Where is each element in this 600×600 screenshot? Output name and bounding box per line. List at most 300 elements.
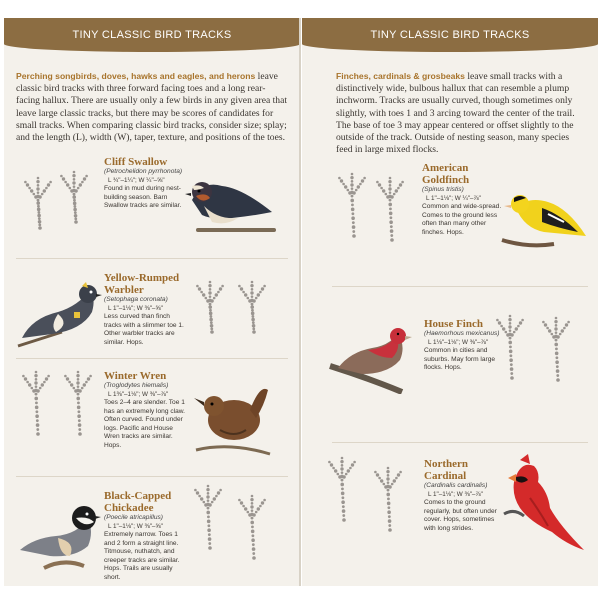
- track-dot: [250, 498, 253, 501]
- track-dot: [73, 199, 76, 202]
- track-dot: [251, 309, 254, 312]
- track-dot: [251, 509, 254, 512]
- left-intro-body: leave classic bird tracks with three forward facing toes and a long rear-facing hallux. There are usually only a few birds in any given area that leave large classic tracks, but there may be scores of candidates for small tracks. When comparing classic bird tracks, consider size; splay; and the length (L), width (W), taper, texture, and positions of the toes.: [16, 71, 288, 144]
- track-dot: [73, 202, 77, 206]
- track-dot: [210, 321, 213, 324]
- track-dot: [251, 303, 254, 306]
- track-dot: [257, 507, 260, 510]
- track-dot: [401, 181, 404, 184]
- track-dot: [251, 538, 255, 542]
- track-dot: [389, 220, 393, 224]
- track-dot: [388, 180, 391, 183]
- track-dot: [208, 305, 212, 309]
- track-dot: [251, 530, 255, 534]
- track-dot: [38, 217, 41, 220]
- track-dot: [251, 534, 254, 537]
- track-dot: [74, 214, 78, 218]
- track-dot: [207, 528, 211, 532]
- chickadee-illustration: [14, 488, 104, 572]
- winter-wren-tracks: [18, 364, 104, 474]
- track-dot: [43, 189, 46, 192]
- track-dot: [561, 329, 564, 332]
- right-banner: TINY CLASSIC BIRD TRACKS: [302, 18, 598, 52]
- track-dot: [209, 281, 212, 284]
- track-dot: [252, 543, 255, 546]
- track-dot: [70, 383, 73, 386]
- track-dot: [26, 381, 29, 384]
- track-dot: [36, 180, 39, 183]
- track-dot: [37, 205, 40, 208]
- track-dot: [210, 330, 214, 334]
- track-dot: [386, 470, 389, 473]
- species-scientific-name: (Haemorhous mexicanus): [424, 330, 500, 337]
- track-dot: [385, 193, 388, 196]
- track-dot: [509, 345, 512, 348]
- track-dot: [505, 331, 508, 334]
- track-dot: [259, 505, 262, 508]
- track-dot: [555, 324, 558, 327]
- track-dot: [513, 331, 516, 334]
- track-dot: [355, 189, 358, 192]
- track-dot: [330, 463, 333, 466]
- track-dot: [41, 383, 44, 386]
- track-dot: [30, 189, 33, 192]
- track-dot: [240, 287, 243, 290]
- track-dot: [37, 177, 40, 180]
- track-dot: [219, 287, 222, 290]
- yellow-rumped-warbler-illustration: [12, 268, 104, 348]
- track-dot: [261, 501, 264, 504]
- track-dot: [202, 293, 205, 296]
- species-measurements: L 1"–1⅛"; W ⅜"–⅝": [108, 522, 163, 530]
- track-dot: [36, 419, 39, 422]
- track-dot: [238, 285, 241, 288]
- species-scientific-name: (Poecile atricapillus): [104, 514, 163, 521]
- track-dot: [85, 175, 88, 178]
- track-dot: [509, 337, 512, 340]
- track-dot: [72, 174, 75, 177]
- track-dot: [555, 317, 558, 320]
- goldfinch-entry: [422, 162, 502, 237]
- track-dot: [389, 216, 392, 219]
- separator: [16, 476, 288, 477]
- track-dot: [47, 183, 50, 186]
- track-dot: [252, 299, 255, 302]
- track-dot: [252, 327, 255, 330]
- track-dot: [207, 524, 210, 527]
- track-dot: [78, 432, 82, 436]
- track-dot: [399, 183, 402, 186]
- left-page: [4, 18, 300, 586]
- species-description: Toes 2–4 are slender. Toe 1 has an extremely long claw. Often curved. Found under logs. Pacific and House Wren tracks are similar. Hops.: [104, 399, 185, 450]
- species-scientific-name: (Spinus tristis): [422, 186, 464, 193]
- yellow-rumped-warbler-tracks: [190, 274, 286, 354]
- track-dot: [344, 185, 347, 188]
- track-dot: [359, 183, 362, 186]
- right-intro: [302, 52, 598, 156]
- track-dot: [556, 335, 559, 338]
- track-dot: [78, 428, 81, 431]
- species-measurements: L 1⅜"–1⅛"; W ⅜"–⅞": [108, 390, 169, 398]
- track-dot: [338, 177, 341, 180]
- track-dot: [210, 327, 213, 330]
- track-dot: [263, 499, 266, 502]
- track-dot: [389, 191, 392, 194]
- track-dot: [554, 320, 557, 323]
- track-dot: [255, 511, 258, 514]
- track-dot: [47, 375, 50, 378]
- track-dot: [251, 495, 254, 498]
- track-dot: [79, 183, 82, 186]
- track-dot: [35, 385, 38, 388]
- track-dot: [208, 546, 212, 550]
- track-dot: [341, 500, 345, 504]
- track-dot: [251, 318, 255, 322]
- track-dot: [203, 501, 206, 504]
- track-dot: [76, 374, 79, 377]
- track-dot: [555, 347, 558, 350]
- track-dot: [38, 220, 42, 224]
- track-dot: [77, 414, 81, 418]
- track-dot: [351, 180, 354, 183]
- track-dot: [209, 288, 212, 291]
- track-dot: [247, 511, 250, 514]
- track-dot: [510, 376, 514, 380]
- track-dot: [37, 191, 40, 194]
- species-description: Common and wide-spread. Comes to the ground less often than many other finches. Hops.: [422, 203, 502, 236]
- track-dot: [69, 187, 72, 190]
- track-dot: [78, 389, 81, 392]
- track-dot: [548, 329, 551, 332]
- track-dot: [517, 325, 520, 328]
- track-dot: [209, 318, 213, 322]
- track-dot: [389, 177, 392, 180]
- track-dot: [328, 461, 331, 464]
- track-dot: [208, 503, 211, 506]
- track-dot: [502, 327, 505, 330]
- track-dot: [395, 189, 398, 192]
- cliff-swallow-tracks: [18, 168, 96, 248]
- track-dot: [250, 305, 254, 309]
- track-dot: [208, 542, 211, 545]
- track-dot: [87, 377, 90, 380]
- track-dot: [255, 297, 258, 300]
- goldfinch-tracks: [338, 168, 418, 260]
- right-page: [302, 18, 598, 586]
- track-dot: [340, 179, 343, 182]
- track-dot: [378, 183, 381, 186]
- species-description: Extremely narrow. Toes 1 and 2 form a straight line. Titmouse, nuthatch, and creeper tracks are similar. Hops. Trails are usually short.: [104, 531, 180, 582]
- track-dot: [390, 234, 393, 237]
- footprint-track-icon: [192, 480, 286, 584]
- track-dot: [350, 183, 353, 186]
- track-dot: [207, 485, 210, 488]
- track-dot: [345, 473, 348, 476]
- track-dot: [352, 221, 355, 224]
- track-dot: [388, 519, 392, 523]
- track-dot: [34, 374, 37, 377]
- track-dot: [207, 515, 210, 518]
- chickadee-entry: [104, 490, 190, 583]
- track-dot: [508, 341, 512, 345]
- track-dot: [77, 410, 80, 413]
- track-dot: [252, 547, 256, 551]
- track-dot: [24, 181, 27, 184]
- track-dot: [196, 491, 199, 494]
- track-dot: [240, 501, 243, 504]
- track-dot: [207, 492, 210, 495]
- track-dot: [76, 397, 80, 401]
- cliff-swallow-illustration: [182, 160, 282, 240]
- track-dot: [388, 485, 391, 488]
- track-dot: [41, 193, 44, 196]
- track-dot: [77, 385, 80, 388]
- track-dot: [73, 193, 76, 196]
- track-dot: [342, 514, 345, 517]
- track-dot: [350, 176, 353, 179]
- track-dot: [376, 473, 379, 476]
- track-dot: [351, 187, 354, 190]
- track-dot: [380, 187, 383, 190]
- track-dot: [342, 475, 345, 478]
- cardinal-illustration: [500, 452, 594, 554]
- track-dot: [209, 309, 212, 312]
- track-dot: [351, 195, 354, 198]
- track-dot: [263, 285, 266, 288]
- track-dot: [341, 464, 344, 467]
- species-description: Less curved than finch tracks with a slimmer toe 1. Other warbler tracks are similar. Hops.: [104, 313, 184, 346]
- track-dot: [77, 401, 80, 404]
- track-dot: [247, 297, 250, 300]
- track-dot: [217, 491, 220, 494]
- track-dot: [376, 181, 379, 184]
- track-dot: [555, 352, 559, 356]
- track-dot: [342, 518, 346, 522]
- track-dot: [556, 365, 559, 368]
- track-dot: [352, 230, 355, 233]
- track-dot: [207, 507, 210, 510]
- track-dot: [252, 330, 256, 334]
- track-dot: [207, 520, 211, 524]
- track-dot: [74, 189, 77, 192]
- footprint-track-icon: [18, 364, 104, 474]
- species-name: American Goldfinch: [422, 162, 470, 186]
- track-dot: [208, 537, 212, 541]
- track-dot: [341, 487, 344, 490]
- track-dot: [386, 477, 389, 480]
- track-dot: [28, 187, 31, 190]
- track-dot: [38, 226, 42, 230]
- track-dot: [37, 184, 40, 187]
- track-dot: [77, 378, 80, 381]
- track-dot: [68, 381, 71, 384]
- track-dot: [73, 208, 77, 212]
- track-dot: [352, 191, 355, 194]
- track-dot: [34, 381, 37, 384]
- track-dot: [363, 177, 366, 180]
- track-dot: [388, 187, 391, 190]
- track-dot: [556, 378, 560, 382]
- track-dot: [64, 375, 67, 378]
- track-dot: [34, 397, 38, 401]
- track-dot: [509, 350, 513, 354]
- separator: [16, 358, 288, 359]
- track-dot: [555, 360, 559, 364]
- track-dot: [244, 293, 247, 296]
- species-name: Black-Capped Chickadee: [104, 490, 172, 514]
- track-dot: [37, 214, 41, 218]
- track-dot: [242, 291, 245, 294]
- species-scientific-name: (Setophaga coronata): [104, 296, 168, 303]
- track-dot: [252, 552, 255, 555]
- track-dot: [556, 369, 560, 373]
- track-dot: [387, 502, 391, 506]
- separator: [332, 442, 588, 443]
- track-dot: [36, 428, 39, 431]
- track-dot: [510, 372, 513, 375]
- track-dot: [351, 216, 355, 220]
- track-dot: [66, 183, 69, 186]
- track-dot: [509, 329, 512, 332]
- track-dot: [383, 483, 386, 486]
- track-dot: [341, 492, 345, 496]
- track-dot: [559, 333, 562, 336]
- cliff-swallow-entry: [104, 156, 188, 211]
- track-dot: [351, 203, 354, 206]
- track-dot: [342, 505, 345, 508]
- track-dot: [37, 208, 41, 212]
- track-dot: [509, 354, 512, 357]
- track-dot: [250, 284, 253, 287]
- track-dot: [209, 303, 212, 306]
- species-measurements: L 1⅛"–1⅛"; W ⅜"–⅞": [428, 338, 489, 346]
- track-dot: [387, 481, 390, 484]
- track-dot: [83, 177, 86, 180]
- track-dot: [213, 297, 216, 300]
- track-dot: [35, 371, 38, 374]
- track-dot: [200, 497, 203, 500]
- footprint-track-icon: [328, 452, 424, 552]
- track-dot: [194, 489, 197, 492]
- species-measurements: L 1"–1⅛"; W ¼"–⅞": [426, 194, 481, 202]
- track-dot: [209, 312, 213, 316]
- track-dot: [567, 321, 570, 324]
- species-description: Comes to the ground regularly, but often under cover. Hops, sometimes with long strides.: [424, 499, 497, 532]
- track-dot: [387, 489, 390, 492]
- track-dot: [341, 479, 344, 482]
- track-dot: [209, 295, 212, 298]
- track-dot: [72, 181, 75, 184]
- track-dot: [337, 473, 340, 476]
- track-dot: [45, 187, 48, 190]
- track-dot: [37, 199, 40, 202]
- track-dot: [49, 181, 52, 184]
- track-dot: [399, 471, 402, 474]
- track-dot: [73, 178, 76, 181]
- track-dot: [496, 319, 499, 322]
- track-dot: [210, 324, 214, 328]
- winter-wren-entry: [104, 370, 188, 451]
- footprint-track-icon: [190, 274, 286, 354]
- track-dot: [77, 393, 80, 396]
- track-dot: [219, 489, 222, 492]
- track-dot: [206, 488, 209, 491]
- track-dot: [251, 281, 254, 284]
- track-dot: [213, 497, 216, 500]
- species-scientific-name: (Petrochelidon pyrrhonota): [104, 168, 183, 175]
- track-dot: [508, 318, 511, 321]
- track-dot: [351, 208, 355, 212]
- species-name: House Finch: [424, 318, 483, 330]
- track-dot: [35, 401, 38, 404]
- track-dot: [37, 211, 40, 214]
- track-dot: [35, 393, 38, 396]
- track-dot: [387, 467, 390, 470]
- species-measurements: L 1"–1⅛"; W ⅜"–⅞": [428, 490, 483, 498]
- track-dot: [374, 471, 377, 474]
- cardinal-tracks: [328, 452, 424, 552]
- track-dot: [83, 383, 86, 386]
- winter-wren-illustration: [190, 376, 286, 458]
- right-intro-body: leave small tracks with a distinctively wide, bulbous hallux that can resemble a plump inchworm. Tracks are usually curved, though sometimes only slightly, with toes 1 and 3 arcing toward the center of the trail. The base of toe 3 may appear centered or offset slightly to the outside of the track. Outside of nesting season, many species feed in large mixed flocks.: [336, 71, 575, 156]
- track-dot: [357, 185, 360, 188]
- track-dot: [28, 383, 31, 386]
- track-dot: [73, 171, 76, 174]
- track-dot: [36, 423, 40, 427]
- track-dot: [251, 517, 254, 520]
- track-dot: [351, 173, 354, 176]
- track-dot: [198, 287, 201, 290]
- track-dot: [259, 291, 262, 294]
- track-dot: [60, 175, 63, 178]
- track-dot: [390, 195, 393, 198]
- track-dot: [74, 211, 77, 214]
- track-dot: [244, 507, 247, 510]
- track-dot: [217, 291, 220, 294]
- track-dot: [252, 556, 256, 560]
- track-dot: [563, 327, 566, 330]
- yellow-rumped-warbler-entry: [104, 272, 188, 347]
- track-dot: [251, 525, 254, 528]
- track-dot: [554, 327, 557, 330]
- track-dot: [81, 181, 84, 184]
- track-dot: [361, 179, 364, 182]
- track-dot: [380, 479, 383, 482]
- track-dot: [73, 205, 76, 208]
- track-dot: [387, 506, 390, 509]
- species-scientific-name: (Troglodytes hiemalis): [104, 382, 169, 389]
- species-name: Yellow-Rumped Warbler: [104, 272, 180, 296]
- track-dot: [340, 483, 344, 487]
- track-dot: [73, 387, 76, 390]
- goldfinch-illustration: [498, 178, 590, 252]
- track-dot: [35, 410, 38, 413]
- track-dot: [250, 291, 253, 294]
- track-dot: [347, 469, 350, 472]
- track-dot: [397, 473, 400, 476]
- track-dot: [386, 493, 390, 497]
- track-dot: [72, 195, 76, 199]
- species-name: Winter Wren: [104, 370, 167, 382]
- track-dot: [519, 321, 522, 324]
- track-dot: [196, 285, 199, 288]
- track-dot: [556, 374, 559, 377]
- track-dot: [251, 312, 255, 316]
- track-dot: [510, 363, 513, 366]
- track-dot: [555, 331, 558, 334]
- track-dot: [210, 299, 213, 302]
- separator: [332, 286, 588, 287]
